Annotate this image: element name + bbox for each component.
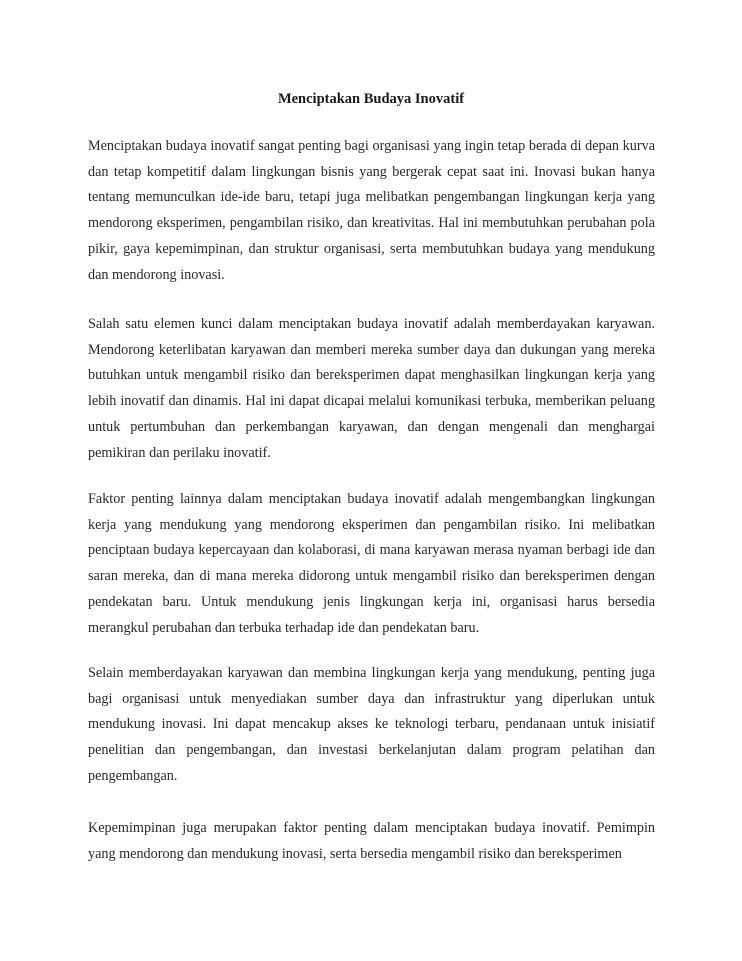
paragraph-4: Selain memberdayakan karyawan dan membina lingkungan kerja yang mendukung, penting juga bagi organisasi untuk menyediakan sumber daya dan infrastruktur yang diperlukan untuk mendukung inovasi. Ini dapat mencakup akses ke teknologi terbaru, pendanaan untuk inisiatif penelitian dan pengembangan, dan investasi berkelanjutan dalam program pelatihan dan pengembangan.: [88, 665, 655, 784]
paragraph-3: Faktor penting lainnya dalam menciptakan budaya inovatif adalah mengembangkan lingkungan kerja yang mendukung yang mendorong eksperimen dan pengambilan risiko. Ini melibatkan penciptaan budaya kepercayaan dan kolaborasi, di mana karyawan merasa nyaman berbagi ide dan saran mereka, dan di mana mereka didorong untuk mengambil risiko dan bereksperimen dengan pendekatan baru. Untuk mendukung jenis lingkungan kerja ini, organisasi harus bersedia merangkul perubahan dan terbuka terhadap ide dan pendekatan baru.: [88, 491, 655, 636]
paragraph-1: Menciptakan budaya inovatif sangat penting bagi organisasi yang ingin tetap berada di depan kurva dan tetap kompetitif dalam lingkungan bisnis yang bergerak cepat saat ini. Inovasi bukan hanya tentang memunculkan ide-ide baru, tetapi juga melibatkan pengembangan lingkungan kerja yang mendorong eksperimen, pengambilan risiko, dan kreativitas. Hal ini membutuhkan perubahan pola pikir, gaya kepemimpinan, dan struktur organisasi, serta membutuhkan budaya yang mendukung dan mendorong inovasi.: [88, 138, 655, 283]
paragraph-5: Kepemimpinan juga merupakan faktor penting dalam menciptakan budaya inovatif. Pemimpin yang mendorong dan mendukung inovasi, serta bersedia mengambil risiko dan bereksperimen: [88, 820, 655, 862]
paragraph-2: Salah satu elemen kunci dalam menciptakan budaya inovatif adalah memberdayakan karyawan. Mendorong keterlibatan karyawan dan memberi mereka sumber daya dan dukungan yang mereka butuhkan untuk mengambil risiko dan bereksperimen dapat menghasilkan lingkungan kerja yang lebih inovatif dan dinamis. Hal ini dapat dicapai melalui komunikasi terbuka, memberikan peluang untuk pertumbuhan dan perkembangan karyawan, dan dengan mengenali dan menghargai pemikiran dan perilaku inovatif.: [88, 316, 655, 461]
document-title: Menciptakan Budaya Inovatif: [277, 91, 465, 107]
